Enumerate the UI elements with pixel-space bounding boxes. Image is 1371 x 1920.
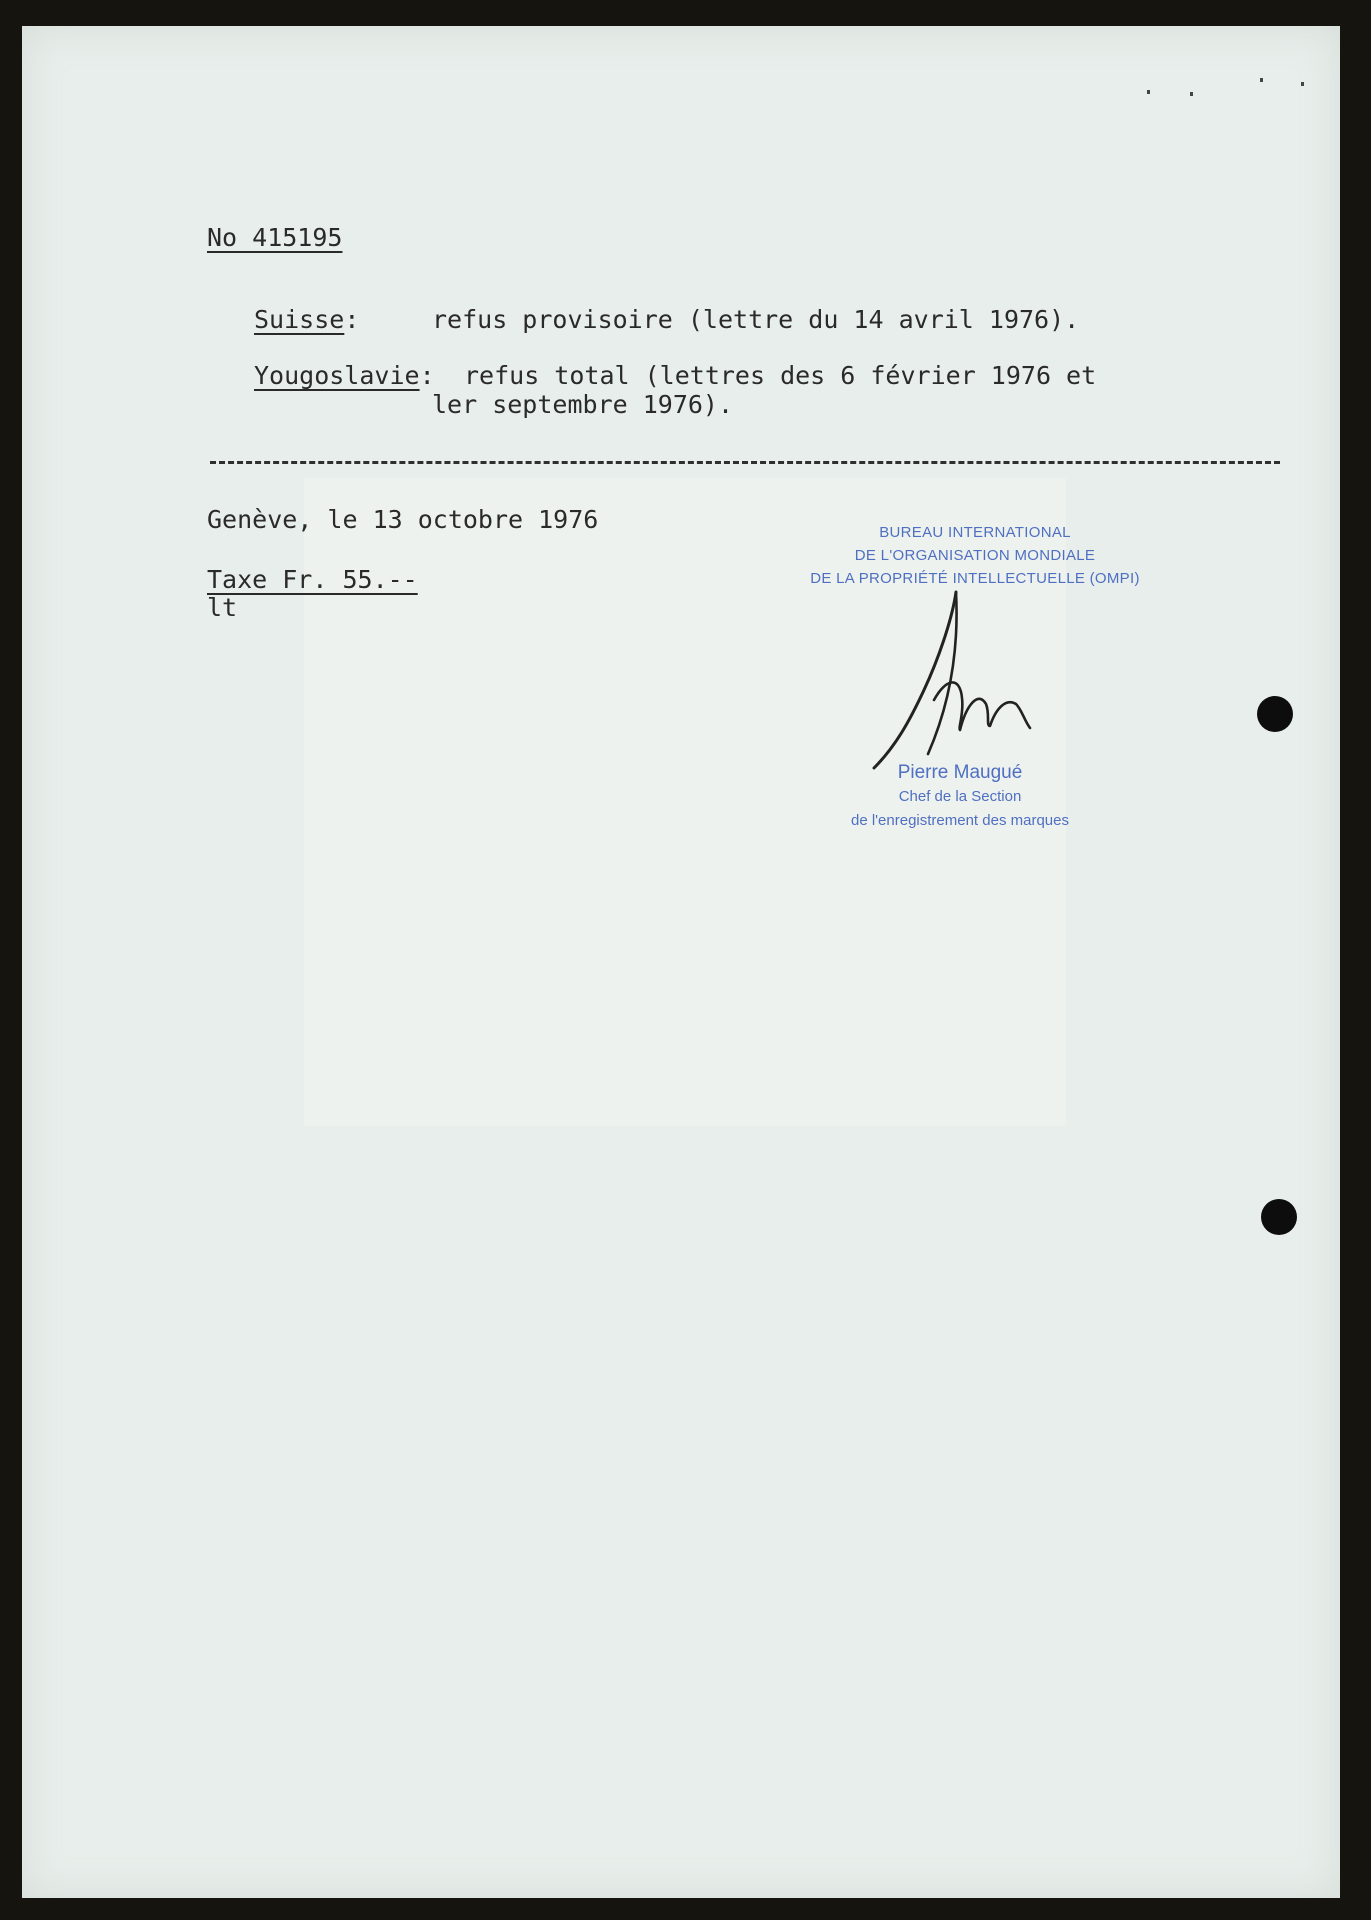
entry-country: Yougoslavie xyxy=(254,361,420,390)
entry-colon: : xyxy=(344,305,360,334)
entry-yougoslavie-text-line2: ler septembre 1976). xyxy=(432,390,734,419)
speck xyxy=(1190,92,1193,96)
fee: Taxe Fr. 55.-- xyxy=(207,565,418,594)
entry-yougoslavie xyxy=(254,361,435,390)
stamp-line: DE L'ORGANISATION MONDIALE xyxy=(854,547,1096,564)
punch-hole xyxy=(1257,696,1293,732)
place-date: Genève, le 13 octobre 1976 xyxy=(207,505,599,534)
entry-country: Suisse xyxy=(254,305,345,334)
speck xyxy=(1260,78,1263,82)
punch-hole xyxy=(1261,1199,1297,1235)
stamp-line: DE LA PROPRIÉTÉ INTELLECTUELLE (OMPI) xyxy=(810,570,1140,587)
entry-yougoslavie-text-line1: refus total (lettres des 6 février 1976 et xyxy=(464,361,1097,390)
stamp-signatory xyxy=(800,761,1120,833)
signatory-role: de l'enregistrement des marques xyxy=(851,812,1069,829)
speck xyxy=(1147,90,1150,94)
signatory-role: Chef de la Section xyxy=(898,788,1022,805)
stamp-line: BUREAU INTERNATIONAL xyxy=(879,524,1071,541)
entry-suisse-text: refus provisoire (lettre du 14 avril 1976). xyxy=(432,305,1080,334)
typist-initials: lt xyxy=(207,593,238,622)
dashed-separator xyxy=(210,461,1280,464)
signatory-name: Pierre Maugué xyxy=(897,762,1023,783)
entry-colon: : xyxy=(419,361,435,390)
entry-suisse xyxy=(254,305,359,334)
speck xyxy=(1301,82,1304,86)
handwritten-signature xyxy=(860,580,1040,780)
document-number: No 415195 xyxy=(207,223,343,252)
